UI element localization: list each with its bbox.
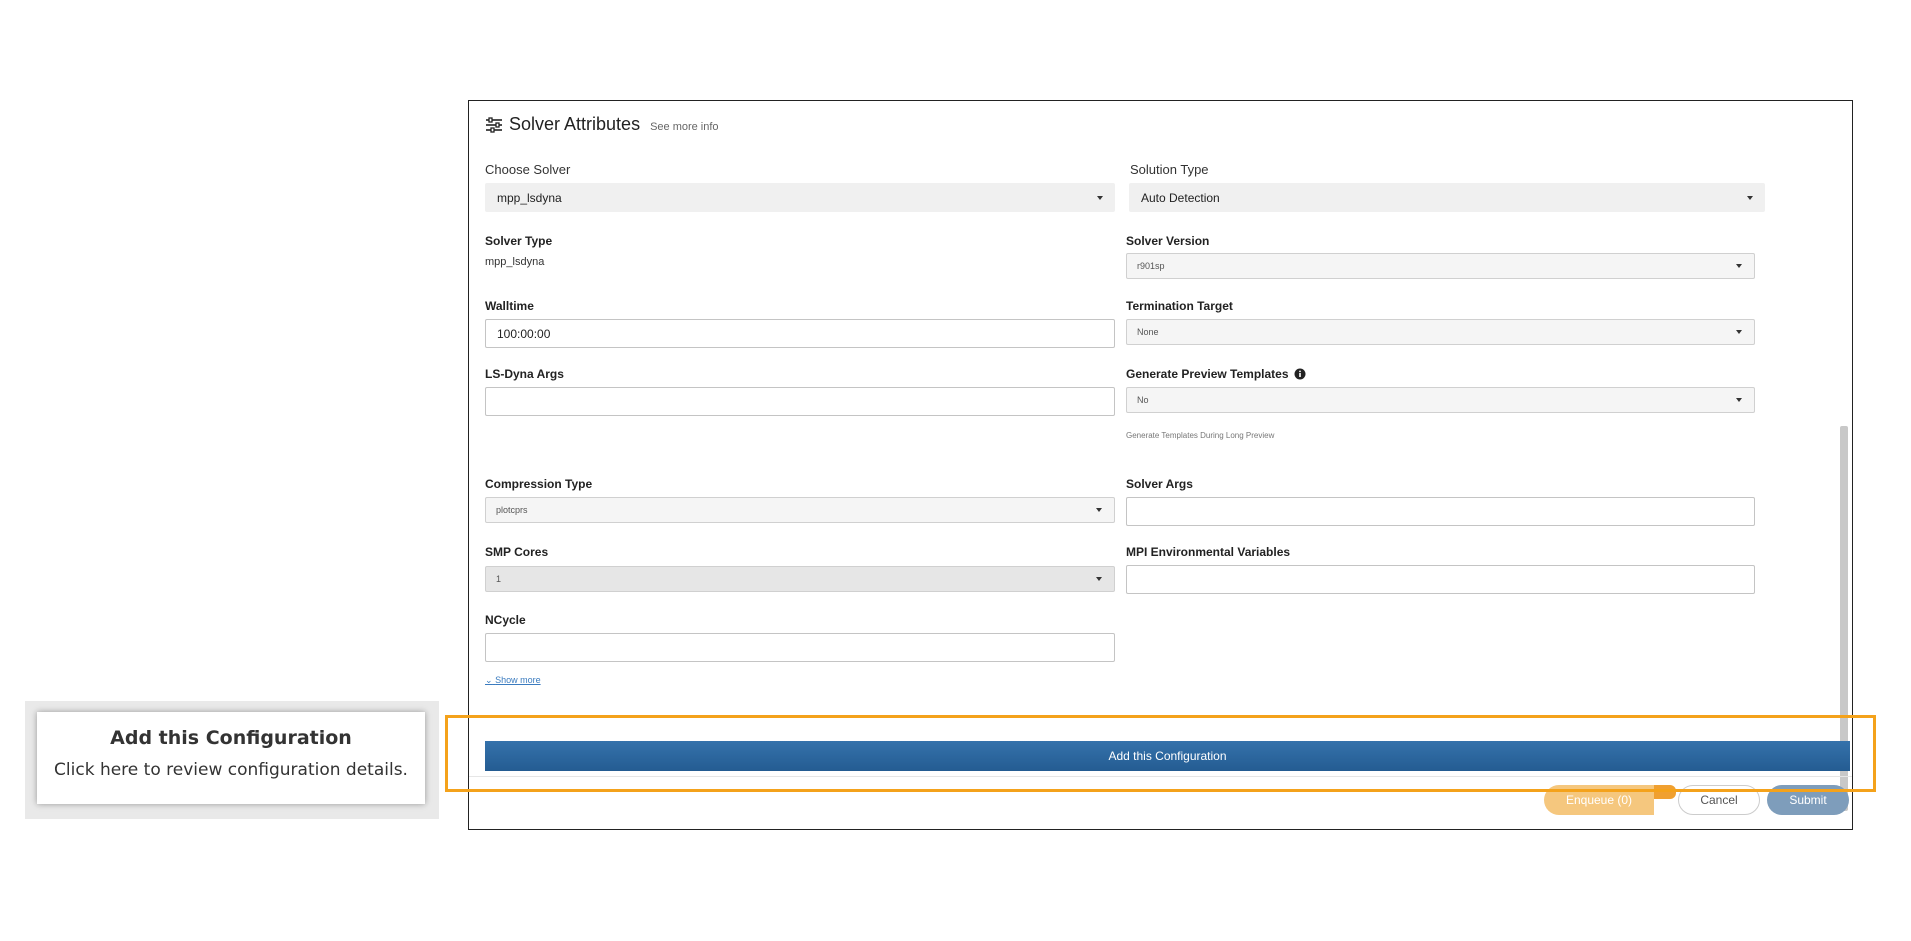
chevron-down-icon: [1736, 398, 1742, 402]
generate-preview-select[interactable]: [1126, 387, 1755, 413]
walltime-label: Walltime: [485, 299, 534, 313]
solver-args-input[interactable]: [1126, 497, 1755, 526]
info-circle-icon[interactable]: [1294, 368, 1306, 380]
chevron-down-icon: [1096, 508, 1102, 512]
smp-cores-value: 1: [496, 574, 502, 584]
solver-type-value: mpp_lsdyna: [485, 256, 545, 268]
choose-solver-label: Choose Solver: [485, 162, 571, 177]
compression-type-value: plotcprs: [496, 505, 528, 515]
chevron-down-icon: [1736, 264, 1742, 268]
smp-cores-select[interactable]: [485, 566, 1115, 592]
termination-target-label: Termination Target: [1126, 299, 1233, 313]
lsdyna-args-input[interactable]: [485, 387, 1115, 416]
chevron-down-icon: [1736, 330, 1742, 334]
highlight-frame: [445, 715, 1876, 792]
generate-preview-label: [1126, 367, 1306, 381]
submit-button[interactable]: Submit: [1767, 785, 1849, 815]
lsdyna-args-label: LS-Dyna Args: [485, 367, 564, 381]
chevron-down-icon: [1747, 196, 1753, 200]
walltime-input[interactable]: [485, 319, 1115, 348]
solver-version-select[interactable]: [1126, 253, 1755, 279]
chevron-down-icon: [1097, 196, 1103, 200]
chevron-down-icon: [1096, 577, 1102, 581]
callout-tooltip: [37, 712, 425, 804]
panel-title: Solver Attributes: [509, 114, 641, 134]
chevron-down-icon: ⌄: [485, 675, 493, 685]
choose-solver-select[interactable]: [485, 183, 1115, 212]
generate-preview-hint: Generate Templates During Long Preview: [1126, 431, 1275, 440]
ncycle-input[interactable]: [485, 633, 1115, 662]
callout-title: Add this Configuration: [110, 727, 352, 749]
walltime-value: 100:00:00: [497, 327, 551, 341]
choose-solver-value: mpp_lsdyna: [497, 191, 562, 205]
generate-preview-label-text: Generate Preview Templates: [1126, 367, 1289, 381]
sliders-icon: [485, 117, 503, 133]
solution-type-label: Solution Type: [1130, 162, 1209, 177]
show-more-label: Show more: [495, 675, 541, 685]
solver-version-value: r901sp: [1137, 261, 1165, 271]
solver-args-label: Solver Args: [1126, 477, 1193, 491]
mpi-env-label: MPI Environmental Variables: [1126, 545, 1291, 559]
solver-version-label: Solver Version: [1126, 234, 1210, 248]
callout-description: Click here to review configuration details.: [54, 760, 408, 780]
add-configuration-button[interactable]: Add this Configuration: [485, 741, 1850, 771]
see-more-info-link[interactable]: See more info: [650, 120, 719, 133]
ncycle-label: NCycle: [485, 613, 526, 627]
termination-target-value: None: [1137, 327, 1159, 337]
cancel-button[interactable]: Cancel: [1678, 785, 1760, 815]
solution-type-value: Auto Detection: [1141, 191, 1220, 205]
generate-preview-value: No: [1137, 395, 1149, 405]
termination-target-select[interactable]: [1126, 319, 1755, 345]
solver-type-label: Solver Type: [485, 234, 553, 248]
compression-type-label: Compression Type: [485, 477, 593, 491]
show-more-link[interactable]: [485, 675, 541, 686]
compression-type-select[interactable]: [485, 497, 1115, 523]
solution-type-select[interactable]: [1129, 183, 1765, 212]
enqueue-button[interactable]: Enqueue (0): [1544, 785, 1654, 815]
smp-cores-label: SMP Cores: [485, 545, 549, 559]
mpi-env-input[interactable]: [1126, 565, 1755, 594]
panel-header: [485, 114, 719, 135]
